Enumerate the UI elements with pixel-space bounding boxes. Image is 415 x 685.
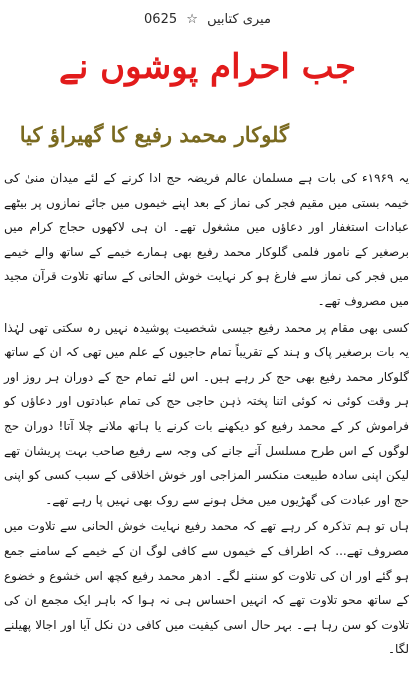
article-subtitle: گلوکار محمد رفیع کا گھیراؤ کیا bbox=[19, 122, 289, 147]
page-header bbox=[0, 12, 415, 27]
book-label: میری کتابیں bbox=[207, 12, 271, 27]
paragraph-2: کسی بھی مقام پر محمد رفیع جیسی شخصیت پوشیدہ نہیں رہ سکتی تھی لہٰذا یہ بات برصغیر پاک و ہند کے تقریباً تمام حاجیوں کے علم میں تھی کہ ان کے ساتھ گلوکار محمد رفیع بھی حج کر رہے ہیں۔ اس لئے تمام حج کے دوران ہر روز اور ہر وقت کوئی نہ کوئی اتنا پختہ ذہن حاجی حج کی تمام عبادتوں اور دعاؤں کو فراموش کر کے محمد رفیع کو دیکھنے بات کرنے یا ہاتھ ملانے چلا آتا! دوران حج لوگوں کے اس طرح مسلسل آنے جانے کی وجہ سے رفیع صاحب بہت پریشان تھے لیکن اپنی سادہ طبیعت منکسر المزاجی اور خوش اخلاقی کے سبب کسی کو اپنی حج اور عبادت کی گھڑیوں میں مخل ہونے سے روک بھی نہیں پا رہے تھے۔ bbox=[4, 320, 409, 507]
article-title: جب احرام پوشوں نے bbox=[58, 47, 357, 87]
paragraph-3: ہاں تو ہم تذکرہ کر رہے تھے کہ محمد رفیع نہایت خوش الحانی سے تلاوت میں مصروف تھے... کہ اطراف کے خیموں سے کافی لوگ ان کے خیمے کے سامنے جمع ہو گئے اور ان کی تلاوت کو سننے لگے۔ ادھر محمد رفیع کچھ اس خشوع و خضوع کے ساتھ محو تلاوت تھے کہ انہیں احساس ہی نہ ہوا کہ باہر ایک مجمع ان کی تلاوت کو سن رہا ہے۔ بہر حال اسی کیفیت میں کافی دن نکل آیا اور اجالا پھیلنے لگا۔ bbox=[4, 519, 409, 657]
star-icon: ☆ bbox=[186, 12, 198, 27]
paragraph-1: یہ ۱۹۶۹ء کی بات ہے مسلمان عالم فریضہ حج ادا کرنے کے لئے میدان منیٰ کی خیمہ بستی میں مقیم فجر کی نماز کے بعد اپنے خیموں میں جائے نمازوں پر بیٹھے عبادات استغفار اور دعاؤں میں مشغول تھے۔ ان ہی لاکھوں حجاج کرام میں برصغیر کے نامور فلمی گلوکار محمد رفیع بھی ہمارے خیمے کے ساتھ والے خیمے میں فجر کی نماز سے فارغ ہو کر نہایت خوش الحانی کے ساتھ تلاوت قرآن مجید میں مصروف تھے۔ bbox=[4, 171, 409, 308]
page-number: 0625 bbox=[144, 12, 178, 27]
article-body bbox=[4, 166, 409, 664]
